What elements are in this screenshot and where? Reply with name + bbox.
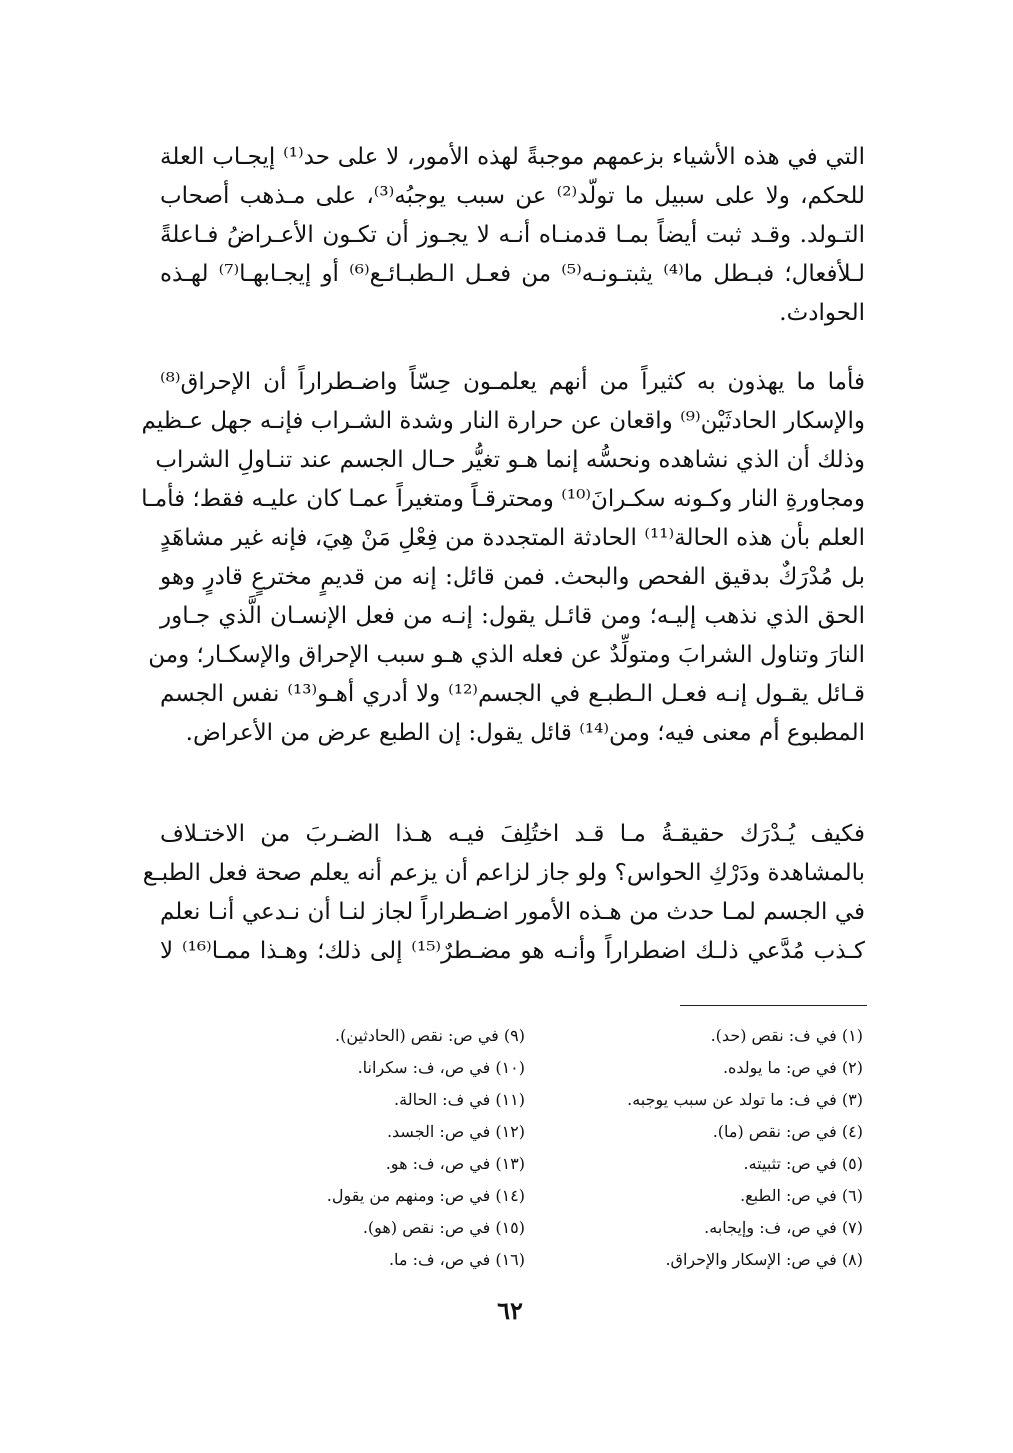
- paragraph-3: [142, 815, 865, 971]
- text-line: بالمشاهدة ودَرْكِ الحواس؟ ولو جاز لزاعم أن يزعم أنه يعلم صحة فعل الطبـع: [142, 860, 865, 886]
- footnote: (٤) في ص: نقص (ما).: [712, 1122, 863, 1141]
- page-number: ٦٢: [497, 1296, 523, 1325]
- text-line: كـذب مُدَّعي ذلـك اضطراراً وأنـه هو مضـطرٌ⁽¹⁵⁾ إلى ذلك؛ وهـذا ممـا⁽¹⁶⁾ لا: [160, 938, 865, 964]
- footnotes-right-column: [583, 1020, 863, 1276]
- footnote: (١٤) في ص: ومنهم من يقول.: [326, 1186, 525, 1205]
- text-line: قـائل يقـول إنـه فعـل الـطبـع في الجسم⁽¹²⁾ ولا أدري أهـو⁽¹³⁾ نفس الجسم: [160, 681, 866, 707]
- text-line: والإسكار الحادثَيْن⁽⁹⁾ واقعان عن حرارة النار وشدة الشـراب فإنـه جهل عـظيم: [141, 408, 865, 434]
- footnote: (١) في ف: نقص (حد).: [710, 1026, 863, 1045]
- paragraph-2: [141, 363, 866, 753]
- footnote: (٦) في ص: الطبع.: [740, 1186, 863, 1205]
- text-line: فأما ما يهذون به كثيراً من أنهم يعلمـون حِسّاً واضـطراراً أن الإحراق⁽⁸⁾: [160, 369, 865, 395]
- text-line: ومجاورةِ النار وكـونه سكـرانَ⁽¹⁰⁾ ومحترقـاً ومتغيراً عمـا كان عليـه فقط؛ فأمـا: [141, 486, 865, 512]
- text-line: فكيف يُـدْرَك حقيقـةُ مـا قـد اختُلِفَ فيـه هـذا الضـربَ من الاختـلاف: [160, 821, 865, 847]
- text-line: وذلك أن الذي نشاهده ونحسُّه إنما هـو تغيُّر حـال الجسم عند تنـاولِ الشراب: [155, 447, 865, 473]
- footnote: (٥) في ص: تثبيته.: [743, 1154, 863, 1173]
- text-line: النارَ وتناول الشرابَ ومتولِّدٌ عن فعله الذي هـو سبب الإحراق والإسكـار؛ ومن: [148, 642, 865, 668]
- text-line: الحق الذي نذهب إليـه؛ ومن قائـل يقول: إنـه من فعل الإنسـان الَّذي جـاور: [160, 603, 865, 629]
- text-line: الحوادث.: [779, 300, 865, 326]
- footnote: (١١) في ف: الحالة.: [394, 1090, 525, 1109]
- text-line: في الجسم لمـا حدث من هـذه الأمور اضـطراراً لجاز لنـا أن نـدعي أنـا نعلم: [160, 899, 865, 925]
- text-line: التي في هذه الأشياء بزعمهم موجبةً لهذه الأمور، لا على حد⁽¹⁾ إيجـاب العلة: [160, 144, 865, 170]
- footnote: (٩) في ص: نقص (الحادثين).: [335, 1026, 525, 1045]
- paragraph-1: [160, 138, 865, 333]
- footnote: (١٥) في ص: نقص (هو).: [362, 1218, 525, 1237]
- text-line: التـولد. وقـد ثبت أيضاً بمـا قدمنـاه أنـه لا يجـوز أن تكـون الأعـراضُ فـاعلةً: [160, 222, 865, 248]
- text-line: بل مُدْرَكٌ بدقيق الفحص والبحث. فمن قائل: إنه من قديمٍ مخترعٍ قادرٍ وهو: [160, 564, 865, 590]
- footnote: (١٣) في ص، ف: هو.: [385, 1154, 525, 1173]
- footnote: (٧) في ص، ف: وإيجابه.: [704, 1218, 863, 1237]
- text-line: المطبوع أم معنى فيه؛ ومن⁽¹⁴⁾ قائل يقول: إن الطبع عرض من الأعراض.: [185, 720, 865, 746]
- text-line: للحكم، ولا على سبيل ما تولّد⁽²⁾ عن سبب يوجبُه⁽³⁾، على مـذهب أصحاب: [160, 183, 865, 209]
- footnotes-left-column: [245, 1020, 525, 1276]
- footnote: (١٦) في ص، ف: ما.: [388, 1250, 525, 1269]
- footnote: (١٠) في ص، ف: سكرانا.: [357, 1058, 525, 1077]
- text-line: العلم بأن هذه الحالة⁽¹¹⁾ الحادثة المتجددة من فِعْلِ مَنْ هِيَ، فإنه غير مشاهَدٍ: [160, 525, 865, 551]
- footnote: (٨) في ص: الإسكار والإحراق.: [665, 1250, 863, 1269]
- footnote: (١٢) في ص: الجسد.: [386, 1122, 525, 1141]
- footnote-divider: [680, 1005, 867, 1006]
- footnote: (٣) في ف: ما تولد عن سبب يوجبه.: [627, 1090, 863, 1109]
- footnote: (٢) في ص: ما يولده.: [722, 1058, 863, 1077]
- text-line: لـلأفعال؛ فبـطل ما⁽⁴⁾ يثبتـونـه⁽⁵⁾ من فعـل الـطبـائـع⁽⁶⁾ أو إيجـابهـا⁽⁷⁾ لهـذه: [160, 261, 865, 287]
